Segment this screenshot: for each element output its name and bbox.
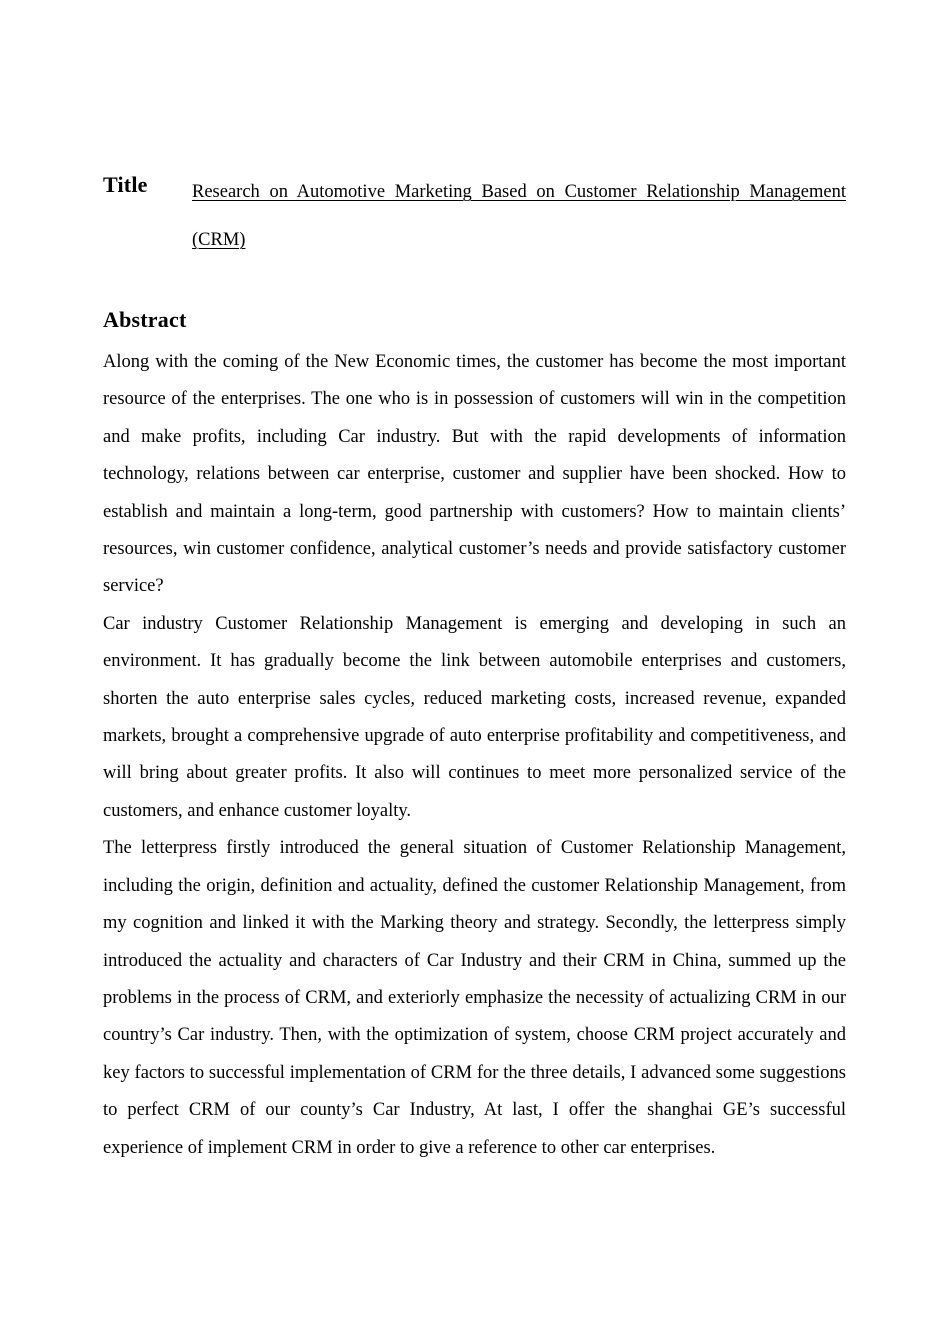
abstract-body: [103, 344, 846, 1167]
abstract-paragraph: The letterpress firstly introduced the general situation of Customer Relationship Management, including the origin, definition and actuality, defined the customer Relationship Management, from my cognition and linked it with the Marking theory and strategy. Secondly, the letterpress simply introduced the actuality and characters of Car Industry and their CRM in China, summed up the problems in the process of CRM, and exteriorly emphasize the necessity of actualizing CRM in our country’s Car industry. Then, with the optimization of system, choose CRM project accurately and key factors to successful implementation of CRM for the three details, I advanced some suggestions to perfect CRM of our county’s Car Industry, At last, I offer the shanghai GE’s successful experience of implement CRM in order to give a reference to other car enterprises.: [103, 838, 846, 1158]
title-block: [103, 168, 846, 264]
paper-title: Research on Automotive Marketing Based on Customer Relationship Management (CRM): [192, 182, 846, 250]
title-label: Title: [103, 172, 148, 197]
abstract-heading: Abstract: [103, 307, 187, 332]
abstract-paragraph: Car industry Customer Relationship Management is emerging and developing in such an environment. It has gradually become the link between automobile enterprises and customers, shorten the auto enterprise sales cycles, reduced marketing costs, increased revenue, expanded markets, brought a comprehensive upgrade of auto enterprise profitability and competitiveness, and will bring about greater profits. It also will continues to meet more personalized service of the customers, and enhance customer loyalty.: [103, 613, 846, 821]
abstract-paragraph: Along with the coming of the New Economic times, the customer has become the most important resource of the enterprises. The one who is in possession of customers will win in the competition and make profits, including Car industry. But with the rapid developments of information technology, relations between car enterprise, customer and supplier have been shocked. How to establish and maintain a long-term, good partnership with customers? How to maintain clients’ resources, win customer confidence, analytical customer’s needs and provide satisfactory customer service?: [103, 352, 846, 597]
